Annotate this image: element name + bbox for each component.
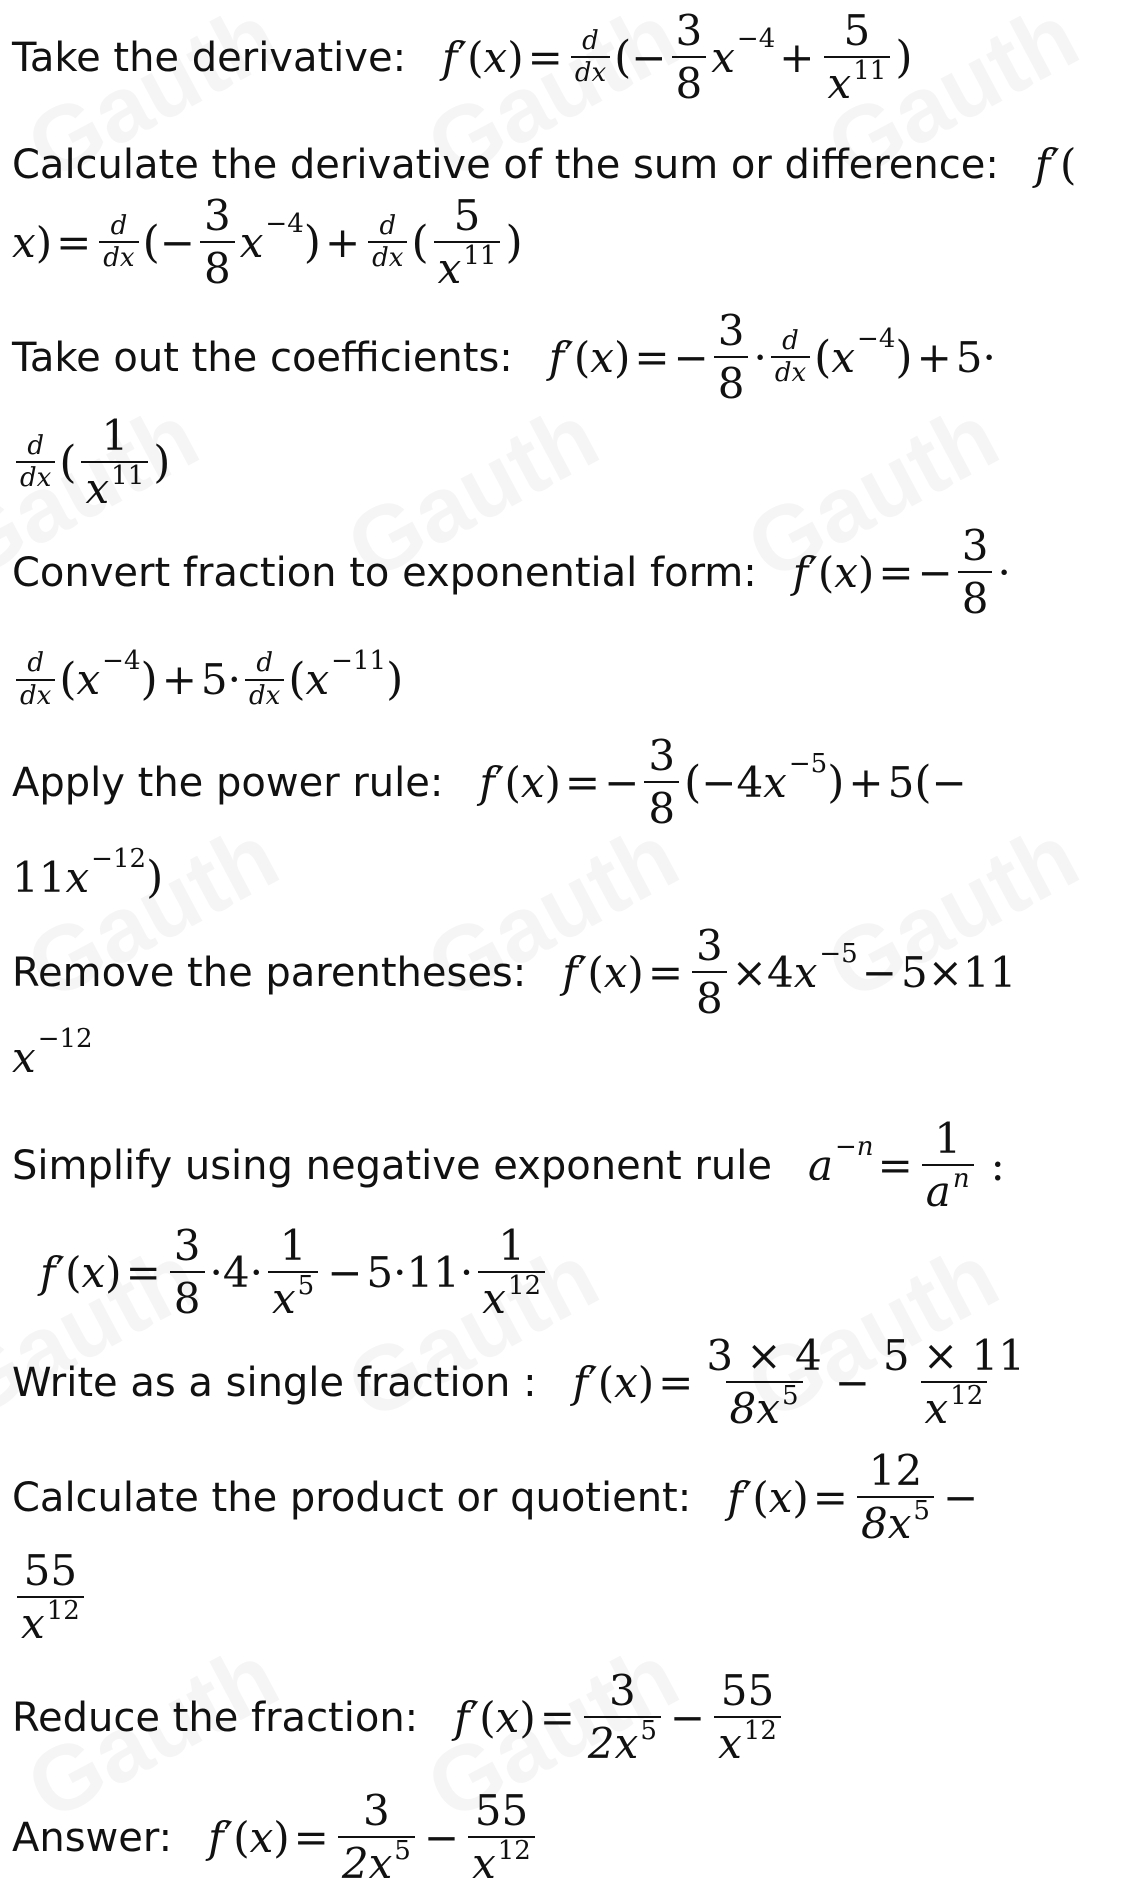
math-token: x [12,1032,36,1082]
math-token: f [727,1472,743,1522]
math-token: f [208,1812,224,1862]
math-token: 5· [200,655,241,704]
math-token: x [271,1274,296,1323]
math-token: = [293,1812,329,1862]
math-token: 8 [170,1271,205,1321]
math-token: ( [573,332,591,382]
math-token: f [1034,140,1051,189]
math-token: ′ [223,1812,234,1862]
math-token: ) [792,1472,809,1522]
math-token: ) [105,1247,122,1297]
math-token: x [76,655,101,704]
math-token: ) [505,216,523,268]
math-token: d [27,648,44,679]
math-token: f [454,1692,470,1742]
math-token: ) [35,217,53,267]
step-2-math [12,190,523,293]
math-token: − [701,757,737,807]
math-token: ( [914,756,932,808]
math-token: − [861,947,897,997]
math-token: 4 [766,947,794,997]
math-token: 11 [962,947,1017,997]
math-token: x [482,1274,506,1323]
math-token: − [631,32,667,82]
math-token: 5 [781,1381,799,1412]
math-token: f [548,332,565,382]
math-token: 55 [720,1665,775,1715]
math-token: f [572,1357,589,1407]
math-token: ) [273,1812,290,1862]
math-token: ( [587,947,604,997]
math-token: ′ [808,547,818,597]
math-token: dx [99,241,138,272]
math-token: 5 [843,5,871,55]
math-token: ′ [742,1472,753,1522]
math-token: + [324,217,361,267]
step-1-math [442,5,913,108]
math-token: 4 [736,757,764,807]
math-token: 8x [860,1499,912,1548]
math-token: x [603,947,628,997]
math-token: 3 × 4 [706,1330,822,1380]
math-token: ′ [457,32,468,82]
math-token: 12 [507,1271,542,1302]
math-token: 1 [279,1220,307,1270]
math-token: − [834,1357,870,1407]
math-token: x [437,244,462,293]
math-token: 3 [363,1785,390,1835]
step-8-line [12,1330,1034,1433]
math-token: f [562,947,578,997]
math-token: ′ [1050,140,1060,189]
math-token: 3 [961,520,989,570]
math-token: ) [153,436,171,488]
math-token: ( [614,31,632,83]
math-token: 1 [934,1113,962,1163]
step-4-label: Convert fraction to exponential form: [12,549,757,596]
math-token: 8 [958,571,993,621]
math-token: ( [504,757,521,807]
math-token: −n [835,1131,874,1162]
math-token: 3 [696,920,723,970]
math-token: ) [627,947,644,997]
step-10-line [12,1665,786,1768]
step-9-label: Calculate the product or quotient: [12,1474,692,1521]
math-token: dx [368,241,407,272]
answer-line [12,1785,540,1888]
math-token: − [917,547,953,597]
math-token: ) [613,332,631,382]
math-token: 2x [587,1719,639,1768]
math-token: ( [752,1472,769,1522]
math-token: = [877,1140,913,1190]
step-4-line [12,520,1011,623]
math-token: 8x [729,1384,780,1433]
math-token: = [634,332,670,382]
math-token: x [831,332,856,382]
math-token: + [848,757,884,807]
math-token: ( [59,654,77,705]
math-token: ) [637,1357,655,1407]
step-2-line [12,140,1076,190]
math-token: x [472,1839,496,1888]
math-token: 1 [101,410,129,460]
math-token: − [159,217,195,267]
math-token: ) [827,756,845,808]
math-token: ( [814,331,832,383]
step-1-label: Take the derivative: [12,34,407,81]
answer-label: Answer: [12,1814,173,1861]
math-token: x [520,757,545,807]
step-4-math-cont [12,645,403,715]
step-7-label: Simplify using negative exponent rule [12,1142,772,1189]
math-token: x [768,1472,793,1522]
math-token: × [927,947,963,997]
math-token: ) [895,31,913,83]
math-token: x [495,1692,520,1742]
math-token: ) [146,852,164,903]
math-token: x [827,59,852,108]
math-token: 55 [474,1785,529,1835]
answer-math [208,1785,540,1888]
math-token: ( [142,216,160,268]
math-token: 12 [497,1836,531,1867]
math-token: 11 [463,241,497,272]
math-token: x [590,332,614,382]
math-token: · [753,332,767,382]
step-7-math [40,1220,550,1323]
math-token: x [718,1719,742,1768]
math-token: · [997,547,1011,597]
math-token: dx [245,679,284,710]
math-token: − [604,757,640,807]
math-token: dx [16,461,55,492]
step-6-math-cont [12,1023,93,1085]
math-token: 5 [887,757,915,807]
math-token: n [952,1164,970,1195]
math-token: −5 [788,748,828,779]
math-token: 11 [853,56,887,87]
math-token: = [527,32,563,82]
math-token: = [647,947,684,997]
step-3-label: Take out the coefficients: [12,334,513,381]
math-token: ′ [588,1357,598,1407]
math-token: 3 [173,1220,201,1270]
math-token: x [85,464,110,513]
math-token: 12 [743,1716,777,1747]
math-token: 11 [12,853,66,902]
math-token: + [779,32,815,82]
math-token: ( [817,547,835,597]
math-token: − [669,1692,706,1742]
math-token: d [379,210,397,241]
math-token: d [27,430,44,461]
math-token: dx [571,56,610,87]
math-token: 5 [640,1716,657,1747]
math-token: ( [467,32,484,82]
math-token: = [812,1472,848,1522]
math-token: 11 [111,461,145,492]
math-token: 8 [692,971,727,1021]
step-8-label: Write as a single fraction : [12,1359,537,1406]
math-token: 3 [675,5,703,55]
math-token: x [924,1384,949,1433]
math-token: −4 [736,23,776,54]
math-token: 5 [297,1271,315,1302]
math-token: ′ [564,332,574,382]
step-2-label: Calculate the derivative of the sum or difference: [12,142,999,188]
math-token: ) [857,547,875,597]
math-token: dx [16,679,55,710]
math-token: −5 [819,938,858,969]
math-token: 8 [714,356,749,406]
math-token: −11 [331,646,387,677]
math-token: x [793,947,818,997]
math-token: ( [411,216,429,268]
math-token: = [564,757,601,807]
math-token: ( [288,654,306,705]
math-token: 5 [900,947,928,997]
math-token: 3 [717,305,745,355]
math-token: × [731,947,767,997]
math-token: ) [386,654,404,705]
math-token: −12 [37,1023,93,1054]
math-token: 3 [609,1665,636,1715]
math-token: −4 [857,323,896,354]
math-token: 1 [498,1220,526,1270]
math-token: f [442,32,458,82]
math-token: a [925,1167,951,1216]
math-token: x [81,1247,106,1297]
math-token: x [21,1599,45,1648]
math-token: f [792,547,809,597]
math-token: ( [233,1812,250,1862]
math-token: = [658,1357,694,1407]
math-token: 3 [203,190,231,240]
math-token: 5 [453,190,481,240]
math-token: x [834,547,858,597]
math-token: d [782,325,799,356]
math-token: x [249,1812,274,1862]
math-token: ′ [494,757,505,807]
math-token: a [807,1140,833,1190]
math-token: f [479,757,495,807]
math-token: 2x [341,1839,393,1888]
math-token: 55 [23,1545,78,1595]
step-6-line [12,920,1017,1023]
step-5-line [12,730,967,833]
math-token: x [239,217,264,267]
math-token: ′ [55,1247,66,1297]
math-token: 12 [46,1596,80,1627]
math-token: 12 [868,1445,923,1495]
math-token: x [12,217,36,267]
math-token: x [483,32,508,82]
step-5-label: Apply the power rule: [12,759,444,806]
math-token: x [614,1357,638,1407]
math-token: ( [684,756,702,808]
math-token: = [878,547,914,597]
math-token: + [161,655,197,704]
math-token: − [423,1812,460,1862]
math-token: d [256,648,273,679]
math-token: 8 [672,56,707,106]
math-token: ′ [469,1692,480,1742]
math-token: dx [771,356,810,387]
math-token: 5 × 11 [882,1330,1025,1380]
math-token: ( [479,1692,496,1742]
math-token: −12 [91,844,147,875]
math-token: ′ [577,947,588,997]
math-token: − [931,757,967,807]
math-token: ) [519,1692,536,1742]
math-token: 3 [648,730,676,780]
math-token: ( [1059,140,1077,189]
step-9-line [12,1445,982,1548]
math-token: x [711,32,735,82]
math-token: 8 [644,781,679,831]
step-5-math-cont [12,844,164,908]
math-token: 5·11· [366,1247,474,1297]
step-10-label: Reduce the fraction: [12,1694,419,1741]
math-token: − [327,1247,363,1297]
math-token: − [942,1472,979,1522]
math-token: ( [65,1247,82,1297]
math-token: 12 [950,1381,984,1412]
step-9-math-cont [12,1545,89,1648]
math-token: ·4· [209,1247,263,1297]
step-7-line [12,1113,1005,1216]
math-token: −4 [265,208,304,239]
math-token: = [125,1247,161,1297]
math-token: : [990,1140,1005,1190]
math-token: −4 [102,646,141,677]
step-1-line [12,5,913,108]
math-token: − [673,332,709,382]
math-token: ( [59,436,77,488]
math-token: x [763,757,787,807]
math-token: 5· [955,332,996,382]
math-token: ) [140,654,158,705]
step-6-label: Remove the parentheses: [12,949,527,996]
math-token: x [305,655,330,704]
math-token: x [65,853,90,902]
step-3-line [12,305,996,408]
math-token: d [110,210,128,241]
math-token: f [40,1247,56,1297]
math-token: ) [507,32,524,82]
math-token: ( [597,1357,615,1407]
step-3-math-cont [12,410,171,513]
math-token: ) [895,331,913,383]
math-token: + [916,332,952,382]
math-token: 5 [913,1496,930,1527]
math-token: ) [544,757,561,807]
math-token: 8 [200,241,235,291]
math-token: = [539,1692,575,1742]
math-token: d [582,25,599,56]
math-token: = [56,217,92,267]
math-token: ) [303,216,321,268]
math-token: 5 [394,1836,411,1867]
